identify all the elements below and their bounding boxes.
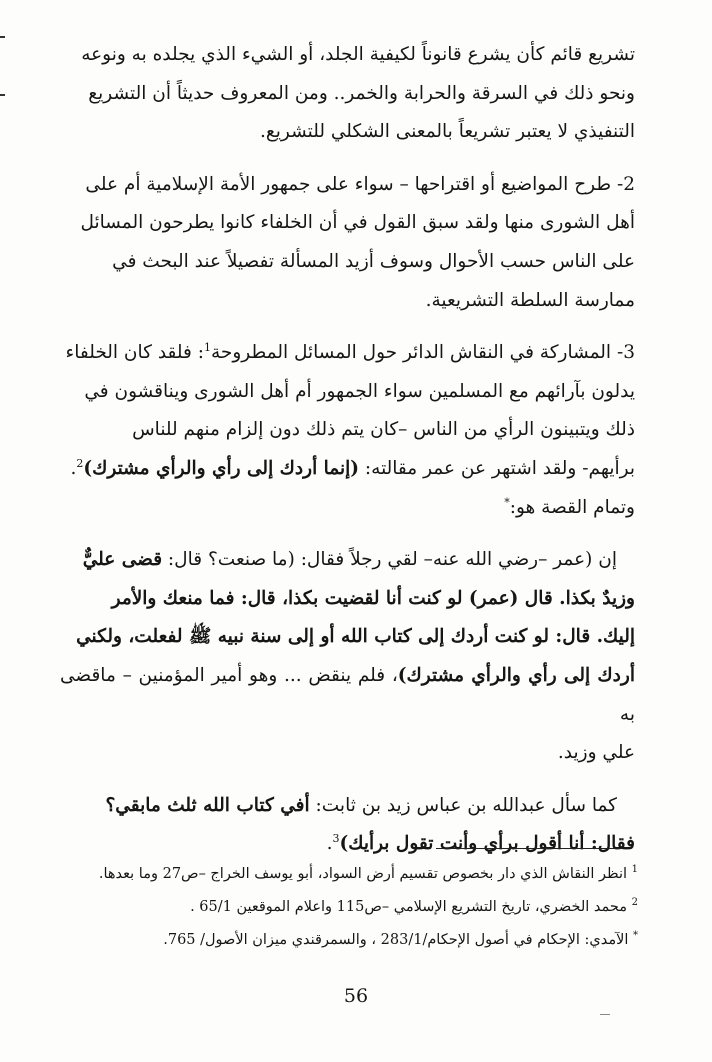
paragraph-5 [60, 541, 635, 580]
text-line: تشريع قائم كأن يشرع قانوناً لكيفية الجلد، أو الشيء الذي يجلده به ونوعه [81, 44, 635, 65]
footnote-text: محمد الخضري، تاريخ التشريع الإسلامي –ص115 واعلام الموقعين 65/1 . [190, 899, 628, 915]
footnote-ref: 2 [76, 456, 84, 470]
quote-bold: فقال: أنا أقول برأي وأنت تقول برأيك) [339, 833, 635, 855]
text-line: على الناس حسب الأحوال وسوف أزيد المسألة تفصيلاً عند البحث في [112, 250, 635, 272]
text-line: التنفيذي لا يعتبر تشريعاً بالمعنى الشكلي للتشريع. [260, 121, 635, 143]
text-line [60, 450, 635, 489]
paragraph-gap [60, 527, 635, 541]
paragraph-1 [60, 36, 635, 152]
quote-bold: أفي كتاب الله ثلث مابقي؟ [105, 794, 310, 816]
footnote-ref: * [504, 495, 510, 509]
paragraph-gap [60, 152, 635, 166]
paragraph-6 [60, 787, 635, 826]
text-run: برأيهم- ولقد اشتهر عن عمر مقالته: [359, 457, 635, 479]
footnote-separator [436, 848, 622, 849]
footnote-ref: 1 [203, 341, 211, 354]
footnote-text: انظر النقاش الذي دار بخصوص تقسيم أرض السواد، أبو يوسف الخراج –ص27 وما بعدها. [98, 866, 628, 882]
text-run: 3- المشاركة في النقاش الدائر حول المسائل المطروحة [210, 342, 635, 364]
footnote [60, 858, 638, 891]
footnote-marker: * [633, 930, 638, 942]
text-run: : فلقد كان الخلفاء [65, 342, 204, 364]
footnotes [60, 858, 638, 957]
text-run: ، فلم ينقض ... وهو أمير المؤمنين – ماقضى به [60, 664, 635, 725]
main-text [60, 36, 635, 864]
text-run: كما سأل عبدالله بن عباس زيد بن ثابت: [309, 794, 617, 816]
text-line: إليك. قال: لو كنت أردك إلى كتاب الله أو إلى سنة نبيه ﷺ لفعلت، ولكني [76, 626, 635, 648]
paragraph-gap [60, 320, 635, 334]
footnote-marker: 2 [631, 897, 638, 909]
scan-edge-mark [600, 1014, 610, 1015]
paragraph-3 [60, 334, 635, 488]
text-line: ونحو ذلك في السرقة والحرابة والخمر.. ومن المعروف حديثاً أن التشريع [88, 82, 635, 104]
text-line: وزيدٌ بكذا. قال (عمر) لو كنت أنا لقضيت بكذا، قال: فما منعك والأمر [111, 587, 635, 609]
footnote [60, 891, 638, 924]
quote-bold: قضى عليٌّ [82, 549, 163, 571]
text-line [60, 657, 635, 734]
paragraph-gap [60, 773, 635, 787]
text-line [60, 489, 635, 528]
text-line: أهل الشورى منها ولقد سبق القول في أن الخلفاء كانوا يطرحون المسائل [80, 212, 635, 234]
page-number: 56 [343, 985, 369, 1007]
footnote-text: الآمدي: الإحكام في أصول الإحكام/283/1 ، والسمرقندي ميزان الأصول/ 765. [163, 932, 629, 948]
quote-bold: (إنما أردك إلى رأي والرأي مشترك) [83, 457, 360, 479]
paragraph-4 [60, 489, 635, 528]
text-line [60, 787, 617, 826]
text-run: . [326, 833, 333, 855]
text-line: علي وزيد. [557, 742, 635, 764]
scan-edge-mark [0, 36, 5, 38]
footnote-marker: 1 [631, 864, 638, 876]
text-line: ذلك ويتبينون الرأي من الناس –كان يتم ذلك دون إلزام منهم للناس [132, 419, 635, 441]
quote-bold: أردك إلى رأي والرأي مشترك) [397, 664, 635, 686]
text-line [60, 334, 635, 373]
text-line: يدلون بآرائهم مع المسلمين سواء الجمهور أم أهل الشورى ويناقشون في [84, 380, 635, 402]
paragraph-2 [60, 166, 635, 320]
scan-edge-mark [0, 94, 5, 96]
paragraph-5-cont [60, 580, 635, 773]
text-run: وتمام القصة هو: [509, 496, 635, 518]
text-run: . [70, 457, 77, 479]
text-line [60, 541, 617, 580]
text-line: ممارسة السلطة التشريعية. [425, 289, 635, 311]
footnote [60, 924, 638, 957]
text-line: 2- طرح المواضيع أو اقتراحها – سواء على جمهور الأمة الإسلامية أم على [85, 173, 635, 195]
footnote-ref: 3 [332, 832, 340, 846]
text-run: إن (عمر –رضي الله عنه– لقي رجلاً فقال: (ما صنعت؟ قال: [162, 549, 617, 571]
